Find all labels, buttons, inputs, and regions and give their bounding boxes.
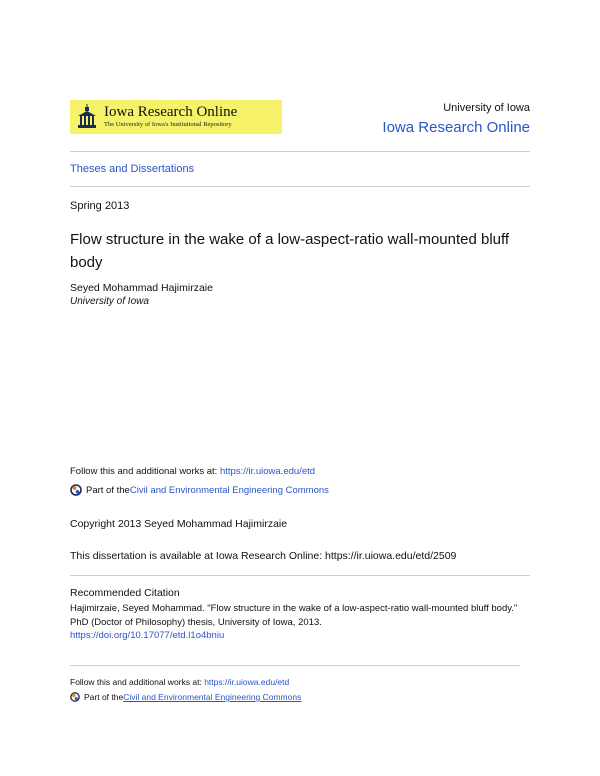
part-of-prefix: Part of the — [86, 484, 130, 496]
part-of-line — [70, 484, 329, 496]
author-affiliation: University of Iowa — [70, 296, 149, 307]
availability-statement: This dissertation is available at Iowa Research Online: https://ir.uiowa.edu/etd/2509 — [70, 550, 457, 562]
repository-header — [382, 102, 530, 136]
digital-commons-icon — [70, 692, 80, 702]
follow-prefix: Follow this and additional works at: — [70, 466, 220, 477]
series-link[interactable]: Theses and Dissertations — [70, 163, 195, 175]
divider — [70, 151, 530, 152]
citation-text: Hajimirzaie, Seyed Mohammad. "Flow structure in the wake of a low-aspect-ratio wall-mounted bluff body." PhD (Doctor of Philosophy) thesis, University of Iowa, 2013. — [70, 603, 518, 628]
copyright-notice: Copyright 2013 Seyed Mohammad Hajimirzaie — [70, 518, 288, 530]
footer-commons-link[interactable]: Civil and Environmental Engineering Commons — [123, 692, 302, 702]
iowa-research-online-logo[interactable] — [70, 100, 282, 134]
publication-date: Spring 2013 — [70, 200, 130, 212]
digital-commons-icon — [70, 484, 82, 496]
divider — [70, 665, 520, 666]
divider — [70, 575, 530, 576]
citation-heading: Recommended Citation — [70, 587, 180, 599]
document-title: Flow structure in the wake of a low-aspect-ratio wall-mounted bluff body — [70, 231, 510, 271]
old-capitol-icon — [76, 104, 98, 130]
follow-link[interactable]: https://ir.uiowa.edu/etd — [219, 466, 316, 477]
footer-follow-prefix: Follow this and additional works at: — [70, 677, 205, 687]
follow-line — [70, 466, 315, 477]
footer-part-prefix: Part of the — [84, 692, 124, 702]
author-name: Seyed Mohammad Hajimirzaie — [70, 282, 213, 294]
divider — [70, 186, 530, 187]
repository-name-link[interactable]: Iowa Research Online — [382, 119, 530, 136]
footer-part-of-line — [70, 692, 301, 702]
citation-block — [70, 602, 520, 643]
university-name: University of Iowa — [443, 102, 530, 114]
logo-title: Iowa Research Online — [104, 104, 238, 121]
footer-follow-line — [70, 677, 289, 687]
doi-link[interactable]: https://doi.org/10.17077/etd.l1o4bniu — [70, 630, 225, 641]
logo-subtitle: The University of Iowa's Institutional Repository — [104, 121, 232, 129]
footer-follow-link[interactable]: https://ir.uiowa.edu/etd — [204, 677, 290, 687]
commons-link[interactable]: Civil and Environmental Engineering Commons — [129, 484, 329, 496]
